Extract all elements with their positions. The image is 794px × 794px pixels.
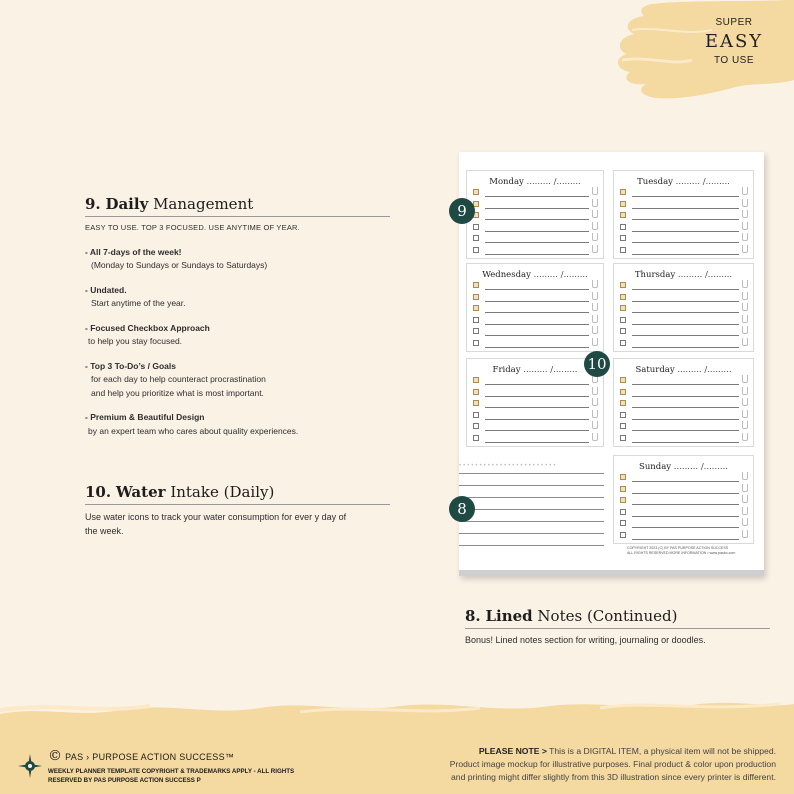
water-cup-icon[interactable] (592, 338, 598, 346)
marker-8: 8 (449, 496, 475, 522)
top3-checkbox[interactable] (620, 282, 626, 288)
todo-row (620, 280, 739, 292)
writing-line (632, 231, 739, 232)
feature-sub-4b: and help you prioritize what is most important. (91, 387, 264, 398)
todo-row (473, 187, 589, 199)
section-10-title (85, 483, 390, 505)
section-9-number: 9. (85, 195, 101, 213)
water-cup-icon[interactable] (742, 375, 748, 383)
notes-dotted-divider: •••••••••••••••••••••••• (459, 463, 558, 469)
todo-row (473, 315, 589, 327)
todo-row (473, 233, 589, 245)
todo-row (620, 326, 739, 338)
feature-head-4: - Top 3 To-Do’s / Goals (85, 360, 176, 371)
todo-list (473, 187, 589, 256)
date-placeholder: ......... /......... (673, 462, 728, 472)
section-8-body: Bonus! Lined notes section for writing, journaling or doodles. (465, 635, 706, 645)
section-10-body-line-2: the week. (85, 526, 124, 536)
todo-row (473, 338, 589, 350)
todo-row (620, 338, 739, 350)
top3-checkbox[interactable] (620, 389, 626, 395)
water-cup-icon[interactable] (742, 303, 748, 311)
feature-head-5: - Premium & Beautiful Design (85, 412, 205, 422)
top3-checkbox[interactable] (620, 474, 626, 480)
day-title-wednesday (467, 270, 603, 280)
badge-line-2: EASY (704, 31, 764, 52)
writing-line (485, 242, 589, 243)
checkbox[interactable] (473, 435, 479, 441)
writing-line (485, 301, 589, 302)
water-cup-icon[interactable] (742, 530, 748, 538)
writing-line (485, 219, 589, 220)
todo-row (620, 518, 739, 530)
water-cup-icon[interactable] (742, 495, 748, 503)
water-cup-icon[interactable] (592, 233, 598, 241)
checkbox[interactable] (620, 317, 626, 323)
water-cup-icon[interactable] (592, 280, 598, 288)
feature-sub-1: (Monday to Sundays or Sundays to Saturdays) (91, 260, 268, 270)
writing-line (632, 384, 739, 385)
checkbox[interactable] (620, 423, 626, 429)
checkbox[interactable] (473, 224, 479, 230)
checkbox[interactable] (620, 532, 626, 538)
water-cup-icon[interactable] (742, 507, 748, 515)
water-cup-icon[interactable] (742, 233, 748, 241)
todo-row (620, 507, 739, 519)
writing-line (632, 516, 739, 517)
planner-page-mockup (459, 152, 764, 576)
writing-line (632, 347, 739, 348)
writing-line (632, 254, 739, 255)
checkbox[interactable] (473, 235, 479, 241)
checkbox[interactable] (620, 509, 626, 515)
super-easy-badge (688, 16, 780, 68)
water-cup-icon[interactable] (742, 210, 748, 218)
footer-brand-name (48, 748, 234, 764)
feature-head-1: - All 7-days of the week! (85, 246, 182, 257)
top3-checkbox[interactable] (620, 189, 626, 195)
todo-row (473, 199, 589, 211)
checkbox[interactable] (620, 412, 626, 418)
writing-line (632, 396, 739, 397)
todo-row (620, 530, 739, 542)
todo-row (620, 210, 739, 222)
writing-line (632, 442, 739, 443)
notes-line (459, 534, 604, 546)
sheet-bottom-edge (459, 570, 764, 576)
checkbox[interactable] (473, 247, 479, 253)
section-8-number: 8. (465, 607, 481, 625)
water-tracker (742, 472, 750, 541)
date-placeholder: ......... /......... (677, 270, 733, 280)
writing-line (632, 430, 739, 431)
todo-list (620, 280, 739, 349)
writing-line (485, 407, 589, 408)
todo-list (473, 280, 589, 349)
date-placeholder: ......... /......... (523, 365, 578, 375)
writing-line (485, 396, 589, 397)
top3-checkbox[interactable] (473, 305, 479, 311)
section-8-title (465, 607, 770, 629)
top3-checkbox[interactable] (620, 201, 626, 207)
todo-row (473, 292, 589, 304)
feature-sub-3: to help you stay focused. (88, 336, 183, 346)
top3-checkbox[interactable] (473, 400, 479, 406)
footer-brand-text: PAS › PURPOSE ACTION SUCCESS™ (65, 752, 235, 762)
day-title-tuesday (614, 177, 753, 187)
sheet-copyright (627, 546, 735, 556)
section-8-title-rest: Notes (Continued) (537, 607, 678, 625)
water-cup-icon[interactable] (592, 292, 598, 300)
feature-head-3: - Focused Checkbox Approach (85, 322, 210, 333)
water-cup-icon[interactable] (742, 472, 748, 480)
todo-list (620, 375, 739, 444)
marker-10: 10 (584, 351, 610, 377)
todo-row (620, 187, 739, 199)
top3-checkbox[interactable] (620, 400, 626, 406)
top3-checkbox[interactable] (620, 294, 626, 300)
writing-line (632, 196, 739, 197)
water-cup-icon[interactable] (592, 315, 598, 323)
top3-checkbox[interactable] (620, 497, 626, 503)
writing-line (485, 231, 589, 232)
writing-line (632, 219, 739, 220)
sheet-copyright-line-1: COPYRIGHT 2023 (C) BY PAS PURPOSE ACTION SUCCESS (627, 546, 729, 550)
checkbox[interactable] (620, 247, 626, 253)
water-tracker (742, 375, 750, 444)
checkbox[interactable] (620, 435, 626, 441)
water-cup-icon[interactable] (742, 187, 748, 195)
footer-copyright-line-2: RESERVED BY PAS PURPOSE ACTION SUCCESS P (48, 777, 201, 784)
top3-checkbox[interactable] (620, 486, 626, 492)
writing-line (485, 419, 589, 420)
feature-sub-5: by an expert team who cares about quality experiences. (88, 425, 299, 436)
section-9-body (85, 221, 395, 438)
day-title-sunday (614, 462, 753, 472)
checkbox[interactable] (473, 328, 479, 334)
writing-line (485, 442, 589, 443)
date-placeholder: ......... /......... (526, 177, 581, 187)
todo-row (473, 410, 589, 422)
day-box-thursday (613, 263, 754, 352)
footer-copyright (48, 767, 338, 785)
checkbox[interactable] (473, 340, 479, 346)
water-cup-icon[interactable] (592, 387, 598, 395)
todo-row (620, 245, 739, 257)
top3-checkbox[interactable] (473, 389, 479, 395)
todo-row (620, 222, 739, 234)
todo-row (620, 472, 739, 484)
todo-row (473, 375, 589, 387)
top3-checkbox[interactable] (473, 282, 479, 288)
water-cup-icon[interactable] (742, 518, 748, 526)
day-title-friday (467, 365, 603, 375)
writing-line (632, 493, 739, 494)
checkbox[interactable] (620, 340, 626, 346)
writing-line (485, 347, 589, 348)
writing-line (632, 335, 739, 336)
section-9-title (85, 195, 390, 217)
top3-checkbox[interactable] (620, 305, 626, 311)
day-box-sunday (613, 455, 754, 544)
todo-row (620, 410, 739, 422)
badge-line-1: SUPER (715, 17, 753, 28)
todo-row (620, 387, 739, 399)
todo-row (620, 199, 739, 211)
water-cup-icon[interactable] (742, 292, 748, 300)
todo-row (620, 233, 739, 245)
day-name-wednesday: Wednesday (482, 270, 531, 280)
compass-logo-icon (18, 754, 42, 778)
water-cup-icon[interactable] (742, 199, 748, 207)
notes-line (459, 474, 604, 486)
writing-line (485, 208, 589, 209)
day-name-tuesday: Tuesday (637, 177, 673, 187)
footer-note-line-1: This is a DIGITAL ITEM, a physical item will not be shipped. (549, 746, 776, 756)
water-cup-icon[interactable] (592, 303, 598, 311)
checkbox[interactable] (473, 412, 479, 418)
notes-line (459, 510, 604, 522)
todo-row (473, 210, 589, 222)
writing-line (632, 208, 739, 209)
water-tracker (742, 280, 750, 349)
writing-line (485, 312, 589, 313)
water-cup-icon[interactable] (592, 210, 598, 218)
todo-row (473, 387, 589, 399)
water-tracker (592, 187, 600, 256)
water-tracker (742, 187, 750, 256)
writing-line (632, 419, 739, 420)
day-name-sunday: Sunday (639, 462, 672, 472)
section-9-title-bold: Daily (105, 195, 149, 213)
todo-row (473, 433, 589, 445)
feature-head-2: - Undated. (85, 284, 127, 295)
day-box-wednesday (466, 263, 604, 352)
water-cup-icon[interactable] (742, 280, 748, 288)
writing-line (485, 384, 589, 385)
water-cup-icon[interactable] (592, 245, 598, 253)
water-cup-icon[interactable] (592, 326, 598, 334)
checkbox[interactable] (473, 423, 479, 429)
checkbox[interactable] (620, 328, 626, 334)
water-cup-icon[interactable] (592, 410, 598, 418)
top3-checkbox[interactable] (473, 377, 479, 383)
todo-row (473, 421, 589, 433)
notes-line (459, 498, 604, 510)
todo-row (473, 280, 589, 292)
day-title-saturday (614, 365, 753, 375)
footer-note-line-2: Product image mockup for illustrative purposes. Final product & color upon production (449, 759, 776, 769)
day-title-thursday (614, 270, 753, 280)
todo-row (620, 315, 739, 327)
todo-list (473, 375, 589, 444)
writing-line (485, 430, 589, 431)
water-cup-icon[interactable] (742, 421, 748, 429)
water-cup-icon[interactable] (742, 387, 748, 395)
water-cup-icon[interactable] (592, 421, 598, 429)
water-cup-icon[interactable] (742, 398, 748, 406)
footer-note-label: PLEASE NOTE > (478, 746, 547, 756)
todo-list (620, 472, 739, 541)
water-cup-icon[interactable] (592, 199, 598, 207)
date-placeholder: ......... /......... (533, 270, 588, 280)
water-cup-icon[interactable] (742, 338, 748, 346)
water-cup-icon[interactable] (742, 433, 748, 441)
todo-row (620, 292, 739, 304)
notes-line (459, 462, 604, 474)
writing-line (485, 324, 589, 325)
section-9-subtitle: EASY TO USE. TOP 3 FOCUSED. USE ANYTIME OF YEAR. (85, 223, 300, 232)
day-name-friday: Friday (492, 365, 521, 375)
writing-line (632, 539, 739, 540)
writing-line (485, 335, 589, 336)
day-title-monday (467, 177, 603, 187)
day-box-monday (466, 170, 604, 259)
writing-line (485, 196, 589, 197)
day-name-saturday: Saturday (635, 365, 675, 375)
writing-line (632, 481, 739, 482)
todo-row (620, 303, 739, 315)
writing-line (632, 242, 739, 243)
checkbox[interactable] (620, 224, 626, 230)
todo-row (620, 398, 739, 410)
sheet-copyright-line-2: ALL RIGHTS RESERVED MORE INFORMATION • www.pasko.com (627, 551, 736, 555)
water-cup-icon[interactable] (592, 222, 598, 230)
top3-checkbox[interactable] (473, 189, 479, 195)
section-10-body (85, 510, 395, 538)
water-cup-icon[interactable] (742, 315, 748, 323)
top3-checkbox[interactable] (620, 377, 626, 383)
section-10-body-line-1: Use water icons to track your water consumption for ever y day of (85, 512, 347, 522)
todo-row (473, 245, 589, 257)
todo-row (620, 433, 739, 445)
lined-notes-area (459, 462, 604, 546)
section-10-title-bold: Water (115, 483, 166, 501)
notes-line (459, 486, 604, 498)
footer-copyright-line-1: WEEKLY PLANNER TEMPLATE COPYRIGHT & TRADEMARKS APPLY - ALL RIGHTS (48, 768, 295, 775)
checkbox[interactable] (620, 520, 626, 526)
day-box-friday (466, 358, 604, 447)
day-name-monday: Monday (489, 177, 524, 187)
top3-checkbox[interactable] (620, 212, 626, 218)
section-10-number: 10. (85, 483, 112, 501)
date-placeholder: ......... /......... (675, 177, 730, 187)
marker-9: 9 (449, 198, 475, 224)
water-cup-icon[interactable] (742, 222, 748, 230)
writing-line (632, 504, 739, 505)
section-9-title-rest: Management (153, 195, 254, 213)
day-box-saturday (613, 358, 754, 447)
writing-line (632, 527, 739, 528)
todo-row (620, 375, 739, 387)
todo-row (620, 495, 739, 507)
feature-sub-2: Start anytime of the year. (91, 298, 186, 308)
top3-checkbox[interactable] (473, 294, 479, 300)
todo-row (473, 222, 589, 234)
water-cup-icon[interactable] (592, 398, 598, 406)
water-cup-icon[interactable] (742, 410, 748, 418)
todo-row (620, 421, 739, 433)
water-cup-icon[interactable] (742, 326, 748, 334)
date-placeholder: ......... /......... (677, 365, 732, 375)
day-box-tuesday (613, 170, 754, 259)
todo-row (473, 303, 589, 315)
writing-line (632, 289, 739, 290)
todo-row (620, 484, 739, 496)
notes-line (459, 522, 604, 534)
water-cup-icon[interactable] (592, 187, 598, 195)
section-10-title-rest: Intake (Daily) (170, 483, 275, 501)
writing-line (485, 289, 589, 290)
water-tracker (592, 280, 600, 349)
water-cup-icon[interactable] (742, 484, 748, 492)
checkbox[interactable] (620, 235, 626, 241)
writing-line (632, 407, 739, 408)
water-tracker (592, 375, 600, 444)
copyright-symbol-icon: © (48, 748, 63, 764)
feature-sub-4a: for each day to help counteract procrastination (91, 374, 266, 384)
section-8-title-bold: Lined (485, 607, 533, 625)
day-name-thursday: Thursday (634, 270, 676, 280)
todo-row (473, 326, 589, 338)
footer-note-line-3: and printing might differ slightly from this 3D illustration since every printer is different. (451, 772, 776, 782)
badge-line-3: TO USE (713, 55, 755, 66)
water-cup-icon[interactable] (742, 245, 748, 253)
writing-line (485, 254, 589, 255)
writing-line (632, 312, 739, 313)
writing-line (632, 324, 739, 325)
writing-line (632, 301, 739, 302)
todo-list (620, 187, 739, 256)
footer-note (376, 745, 776, 784)
checkbox[interactable] (473, 317, 479, 323)
todo-row (473, 398, 589, 410)
water-cup-icon[interactable] (592, 433, 598, 441)
